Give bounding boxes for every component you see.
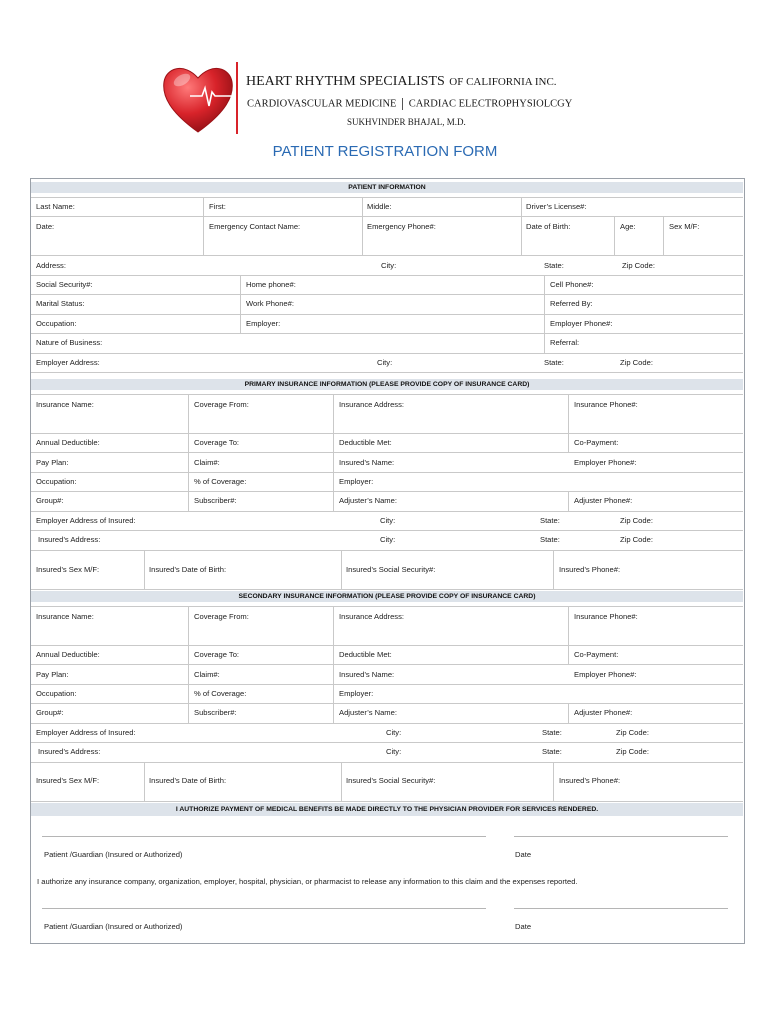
home-phone-field[interactable]: Home phone#: — [246, 280, 296, 289]
col-divider — [144, 762, 145, 801]
dob-field[interactable]: Date of Birth: — [526, 222, 571, 231]
state-field[interactable]: State: — [544, 261, 564, 270]
row-divider — [31, 762, 743, 763]
form-frame — [30, 178, 745, 944]
s-state-field[interactable]: State: — [542, 728, 562, 737]
row-divider — [31, 216, 743, 217]
specialty-line — [247, 98, 572, 110]
s-insureds-city-field[interactable]: City: — [386, 747, 402, 756]
s-subscriber-field[interactable]: Subscriber#: — [194, 708, 237, 717]
signature-line-2[interactable] — [42, 908, 486, 909]
p-deductible-met-field[interactable]: Deductible Met: — [339, 438, 392, 447]
employer-state-field[interactable]: State: — [544, 358, 564, 367]
row-divider — [31, 589, 743, 590]
s-occupation-field[interactable]: Occupation: — [36, 689, 77, 698]
p-coverage-to-field[interactable]: Coverage To: — [194, 438, 240, 447]
s-zip-field[interactable]: Zip Code: — [616, 728, 649, 737]
address-field[interactable]: Address: — [36, 261, 66, 270]
col-divider — [544, 275, 545, 353]
s-adjusters-name-field[interactable]: Adjuster’s Name: — [339, 708, 397, 717]
marital-status-field[interactable]: Marital Status: — [36, 299, 85, 308]
row-divider — [31, 684, 743, 685]
s-adjuster-phone-field[interactable]: Adjuster Phone#: — [574, 708, 633, 717]
p-insurance-phone-field[interactable]: Insurance Phone#: — [574, 400, 638, 409]
s-insureds-dob-field[interactable]: Insured’s Date of Birth: — [149, 776, 227, 785]
p-insurance-name-field[interactable]: Insurance Name: — [36, 400, 94, 409]
emergency-contact-field[interactable]: Emergency Contact Name: — [209, 222, 301, 231]
logo — [160, 62, 236, 138]
col-divider — [188, 394, 189, 511]
p-insureds-name-field[interactable]: Insured’s Name: — [339, 458, 395, 467]
row-divider — [31, 433, 743, 434]
s-employer-address-insured-field[interactable]: Employer Address of Insured: — [36, 728, 136, 737]
release-statement: I authorize any insurance company, organization, employer, hospital, physician, or pharmacist to release any information to this claim and the expenses reported. — [37, 877, 578, 886]
p-occupation-field[interactable]: Occupation: — [36, 477, 77, 486]
p-copayment-field[interactable]: Co-Payment: — [574, 438, 619, 447]
cell-phone-field[interactable]: Cell Phone#: — [550, 280, 594, 289]
row-divider — [31, 353, 743, 354]
specialty-separator — [402, 98, 403, 110]
patient-info-heading-text: PATIENT INFORMATION — [348, 184, 426, 191]
zip-field[interactable]: Zip Code: — [622, 261, 655, 270]
col-divider — [553, 762, 554, 801]
p-pct-coverage-field[interactable]: % of Coverage: — [194, 477, 247, 486]
date-field[interactable]: Date: — [36, 222, 55, 231]
col-divider — [240, 275, 241, 333]
s-copayment-field[interactable]: Co-Payment: — [574, 650, 619, 659]
col-divider — [333, 394, 334, 511]
col-divider — [568, 606, 569, 664]
referral-field[interactable]: Referral: — [550, 338, 580, 347]
heart-icon — [160, 62, 236, 138]
s-insureds-phone-field[interactable]: Insured’s Phone#: — [559, 776, 621, 785]
s-pct-coverage-field[interactable]: % of Coverage: — [194, 689, 247, 698]
p-zip-field[interactable]: Zip Code: — [620, 516, 653, 525]
signer-label-2: Patient /Guardian (Insured or Authorized) — [44, 922, 183, 931]
employer-phone-field[interactable]: Employer Phone#: — [550, 319, 613, 328]
date-label-2: Date — [515, 922, 532, 931]
row-divider — [31, 645, 743, 646]
row-divider — [31, 511, 743, 512]
s-insureds-ssn-field[interactable]: Insured’s Social Security#: — [346, 776, 436, 785]
col-divider — [663, 216, 664, 255]
nature-of-business-field[interactable]: Nature of Business: — [36, 338, 103, 347]
secondary-insurance-heading — [31, 591, 743, 602]
s-coverage-to-field[interactable]: Coverage To: — [194, 650, 240, 659]
p-annual-deductible-field[interactable]: Annual Deductible: — [36, 438, 100, 447]
row-divider — [31, 275, 743, 276]
row-divider — [31, 197, 743, 198]
p-insurance-address-field[interactable]: Insurance Address: — [339, 400, 405, 409]
col-divider — [341, 762, 342, 801]
row-divider — [31, 394, 743, 395]
col-divider — [333, 606, 334, 723]
row-divider — [31, 723, 743, 724]
row-divider — [31, 606, 743, 607]
patient-info-heading — [31, 182, 743, 193]
s-insureds-zip-field[interactable]: Zip Code: — [616, 747, 649, 756]
p-insureds-sex-field[interactable]: Insured’s Sex M/F: — [36, 565, 100, 574]
p-insureds-state-field[interactable]: State: — [540, 535, 560, 544]
row-divider — [31, 294, 743, 295]
p-insureds-zip-field[interactable]: Zip Code: — [620, 535, 653, 544]
p-employer-phone-field[interactable]: Employer Phone#: — [574, 458, 637, 467]
logo-divider — [236, 62, 238, 134]
primary-insurance-heading — [31, 379, 743, 390]
work-phone-field[interactable]: Work Phone#: — [246, 299, 294, 308]
city-field[interactable]: City: — [381, 261, 397, 270]
company-name — [246, 72, 557, 90]
p-employer-field[interactable]: Employer: — [339, 477, 374, 486]
row-divider — [31, 664, 743, 665]
ssn-field[interactable]: Social Security#: — [36, 280, 93, 289]
s-insurance-address-field[interactable]: Insurance Address: — [339, 612, 405, 621]
company-suffix: OF CALIFORNIA INC. — [449, 76, 557, 88]
col-divider — [553, 550, 554, 589]
signer-label: Patient /Guardian (Insured or Authorized) — [44, 850, 183, 859]
sex-field[interactable]: Sex M/F: — [669, 222, 700, 231]
p-insureds-address-field[interactable]: Insured’s Address: — [38, 535, 101, 544]
row-divider — [31, 255, 743, 256]
date-line-2[interactable] — [514, 908, 728, 909]
signature-line[interactable] — [42, 836, 486, 837]
p-insureds-city-field[interactable]: City: — [380, 535, 396, 544]
referred-by-field[interactable]: Referred By: — [550, 299, 593, 308]
emergency-phone-field[interactable]: Emergency Phone#: — [367, 222, 436, 231]
row-divider — [31, 550, 743, 551]
drivers-license-field[interactable]: Driver’s License#: — [526, 202, 587, 211]
p-pay-plan-field[interactable]: Pay Plan: — [36, 458, 69, 467]
authorization-heading-text: I AUTHORIZE PAYMENT OF MEDICAL BENEFITS BE MADE DIRECTLY TO THE PHYSICIAN PROVIDER FOR SERVICES RENDERED. — [175, 806, 599, 813]
row-divider — [31, 372, 743, 373]
employer-address-field[interactable]: Employer Address: — [36, 358, 100, 367]
s-employer-phone-field[interactable]: Employer Phone#: — [574, 670, 637, 679]
col-divider — [568, 394, 569, 452]
employer-field[interactable]: Employer: — [246, 319, 281, 328]
company-main: HEART RHYTHM SPECIALISTS — [246, 74, 445, 89]
col-divider — [144, 550, 145, 589]
s-insureds-state-field[interactable]: State: — [542, 747, 562, 756]
s-claim-field[interactable]: Claim#: — [194, 670, 220, 679]
row-divider — [31, 742, 743, 743]
date-label: Date — [515, 850, 532, 859]
p-insureds-dob-field[interactable]: Insured’s Date of Birth: — [149, 565, 227, 574]
p-insureds-phone-field[interactable]: Insured’s Phone#: — [559, 565, 621, 574]
row-divider — [31, 491, 743, 492]
p-claim-field[interactable]: Claim#: — [194, 458, 220, 467]
col-divider — [568, 491, 569, 511]
row-divider — [31, 801, 743, 802]
col-divider — [614, 216, 615, 255]
s-group-field[interactable]: Group#: — [36, 708, 64, 717]
first-name-field[interactable]: First: — [209, 202, 226, 211]
authorization-heading — [31, 803, 743, 816]
s-insurance-phone-field[interactable]: Insurance Phone#: — [574, 612, 638, 621]
p-state-field[interactable]: State: — [540, 516, 560, 525]
col-divider — [341, 550, 342, 589]
row-divider — [31, 472, 743, 473]
s-annual-deductible-field[interactable]: Annual Deductible: — [36, 650, 100, 659]
p-adjusters-name-field[interactable]: Adjuster’s Name: — [339, 496, 397, 505]
s-insureds-name-field[interactable]: Insured’s Name: — [339, 670, 395, 679]
col-divider — [362, 197, 363, 255]
s-insurance-name-field[interactable]: Insurance Name: — [36, 612, 94, 621]
p-insureds-ssn-field[interactable]: Insured’s Social Security#: — [346, 565, 436, 574]
secondary-insurance-heading-text: SECONDARY INSURANCE INFORMATION (PLEASE PROVIDE COPY OF INSURANCE CARD) — [238, 593, 536, 600]
col-divider — [521, 197, 522, 255]
specialty-left: CARDIOVASCULAR MEDICINE — [247, 98, 397, 110]
col-divider — [568, 703, 569, 723]
s-pay-plan-field[interactable]: Pay Plan: — [36, 670, 69, 679]
s-employer-field[interactable]: Employer: — [339, 689, 374, 698]
row-divider — [31, 703, 743, 704]
col-divider — [203, 197, 204, 255]
date-line[interactable] — [514, 836, 728, 837]
last-name-field[interactable]: Last Name: — [36, 202, 75, 211]
age-field[interactable]: Age: — [620, 222, 636, 231]
middle-name-field[interactable]: Middle: — [367, 202, 392, 211]
doctor-name: SUKHVINDER BHAJAL, M.D. — [347, 117, 466, 127]
p-subscriber-field[interactable]: Subscriber#: — [194, 496, 237, 505]
s-insureds-address-field[interactable]: Insured’s Address: — [38, 747, 101, 756]
p-coverage-from-field[interactable]: Coverage From: — [194, 400, 249, 409]
col-divider — [188, 606, 189, 723]
row-divider — [31, 333, 743, 334]
occupation-field[interactable]: Occupation: — [36, 319, 77, 328]
specialty-right: CARDIAC ELECTROPHYSIOLCGY — [408, 98, 573, 110]
row-divider — [31, 452, 743, 453]
employer-zip-field[interactable]: Zip Code: — [620, 358, 653, 367]
p-group-field[interactable]: Group#: — [36, 496, 64, 505]
primary-insurance-heading-text: PRIMARY INSURANCE INFORMATION (PLEASE PROVIDE COPY OF INSURANCE CARD) — [244, 381, 530, 388]
row-divider — [31, 314, 743, 315]
employer-city-field[interactable]: City: — [377, 358, 393, 367]
s-city-field[interactable]: City: — [386, 728, 402, 737]
s-deductible-met-field[interactable]: Deductible Met: — [339, 650, 392, 659]
s-coverage-from-field[interactable]: Coverage From: — [194, 612, 249, 621]
p-employer-address-insured-field[interactable]: Employer Address of Insured: — [36, 516, 136, 525]
p-adjuster-phone-field[interactable]: Adjuster Phone#: — [574, 496, 633, 505]
form-title: PATIENT REGISTRATION FORM — [272, 143, 498, 160]
s-insureds-sex-field[interactable]: Insured’s Sex M/F: — [36, 776, 100, 785]
row-divider — [31, 530, 743, 531]
p-city-field[interactable]: City: — [380, 516, 396, 525]
